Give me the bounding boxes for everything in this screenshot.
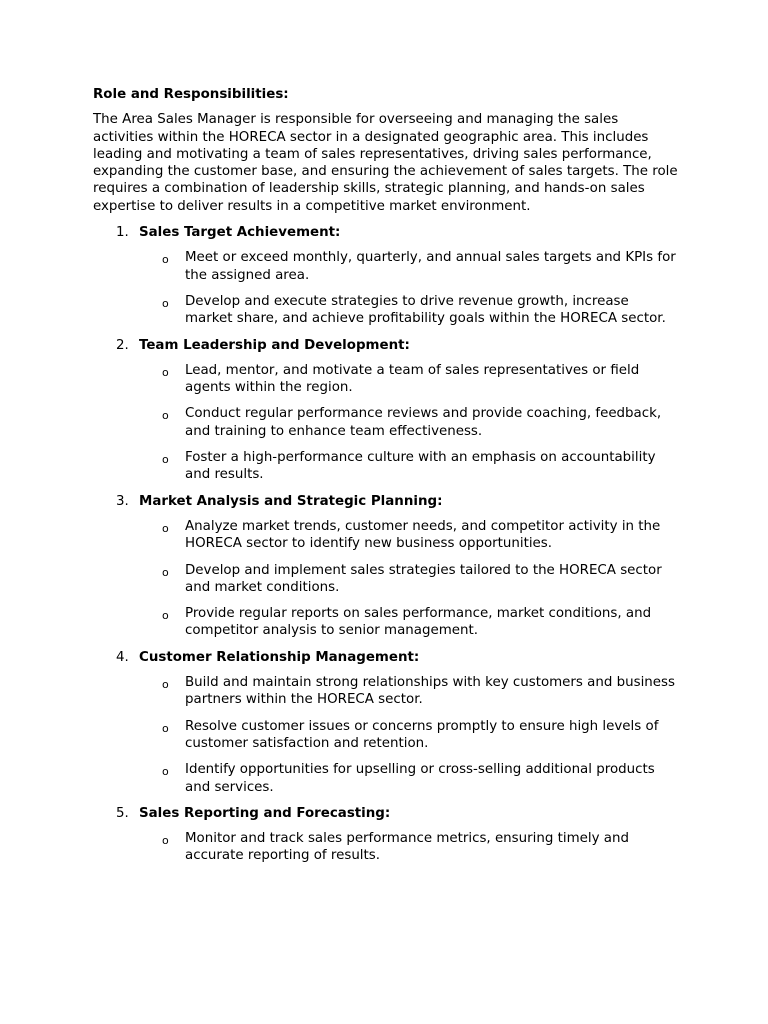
responsibilities-list [93, 224, 678, 865]
list-item [139, 249, 678, 284]
list-item [139, 674, 678, 709]
list-item [139, 362, 678, 397]
bullet-text: Analyze market trends, customer needs, and competitor activity in the HORECA sector to identify new business opportunities. [185, 518, 661, 552]
section-title: Team Leadership and Development: [139, 337, 410, 353]
section-number: 2. [116, 337, 129, 353]
bullet-list [139, 362, 678, 484]
section-number: 1. [116, 225, 129, 241]
list-item [139, 830, 678, 865]
bullet-list [139, 674, 678, 796]
bullet-text: Meet or exceed monthly, quarterly, and annual sales targets and KPIs for the assigned area. [185, 250, 676, 283]
bullet-marker: o [162, 409, 169, 423]
section-title: Sales Target Achievement: [139, 225, 341, 241]
list-item [139, 293, 678, 328]
bullet-text: Build and maintain strong relationships with key customers and business partners within the HORECA sector. [185, 675, 675, 708]
bullet-marker: o [162, 296, 169, 310]
section-number: 5. [116, 805, 129, 821]
section-number: 3. [116, 493, 129, 509]
bullet-marker: o [162, 721, 169, 735]
bullet-text: Monitor and track sales performance metrics, ensuring timely and accurate reporting of results. [185, 831, 629, 864]
section-sales-target [93, 224, 678, 327]
list-item [139, 562, 678, 597]
section-team-leadership [93, 337, 678, 484]
section-number: 4. [116, 649, 129, 665]
document-page [93, 86, 678, 874]
bullet-marker: o [162, 521, 169, 535]
bullet-marker: o [162, 609, 169, 623]
bullet-text: Conduct regular performance reviews and provide coaching, feedback, and training to enhance team effectiveness. [185, 406, 662, 439]
bullet-marker: o [162, 678, 169, 692]
bullet-text: Identify opportunities for upselling or cross-selling additional products and services. [185, 762, 655, 795]
bullet-list [139, 830, 678, 865]
bullet-text: Resolve customer issues or concerns promptly to ensure high levels of customer satisfaction and retention. [185, 718, 659, 751]
section-title: Customer Relationship Management: [139, 649, 420, 665]
bullet-list [139, 518, 678, 640]
bullet-marker: o [162, 565, 169, 579]
bullet-text: Develop and execute strategies to drive revenue growth, increase market share, and achieve profitability goals within the HORECA sector. [185, 293, 666, 327]
section-heading: Role and Responsibilities: [93, 87, 289, 102]
section-customer-relationship [93, 649, 678, 796]
list-item [139, 761, 678, 796]
section-title: Market Analysis and Strategic Planning: [139, 493, 443, 509]
bullet-text: Provide regular reports on sales performance, market conditions, and competitor analysis to senior management. [185, 606, 652, 639]
bullet-text: Foster a high-performance culture with an emphasis on accountability and results. [185, 450, 656, 483]
list-item [139, 605, 678, 640]
section-sales-reporting [93, 805, 678, 865]
section-market-analysis [93, 493, 678, 640]
list-item [139, 718, 678, 753]
list-item [139, 449, 678, 484]
bullet-text: Develop and implement sales strategies tailored to the HORECA sector and market conditions. [185, 562, 662, 595]
bullet-marker: o [162, 453, 169, 467]
section-title: Sales Reporting and Forecasting: [139, 805, 391, 821]
bullet-marker: o [162, 253, 169, 267]
list-item [139, 518, 678, 553]
list-item [139, 405, 678, 440]
intro-paragraph: The Area Sales Manager is responsible for overseeing and managing the sales activities within the HORECA sector in a designated geographic area. This includes leading and motivating a team of sales representatives, driving sales performance, expanding the customer base, and ensuring the achievement of sales targets. The role requires a combination of leadership skills, strategic planning, and hands-on sales expertise to deliver results in a competitive market environment. [93, 112, 678, 214]
bullet-marker: o [162, 765, 169, 779]
bullet-marker: o [162, 834, 169, 848]
bullet-text: Lead, mentor, and motivate a team of sales representatives or field agents within the region. [185, 362, 640, 396]
bullet-marker: o [162, 365, 169, 379]
bullet-list [139, 249, 678, 327]
